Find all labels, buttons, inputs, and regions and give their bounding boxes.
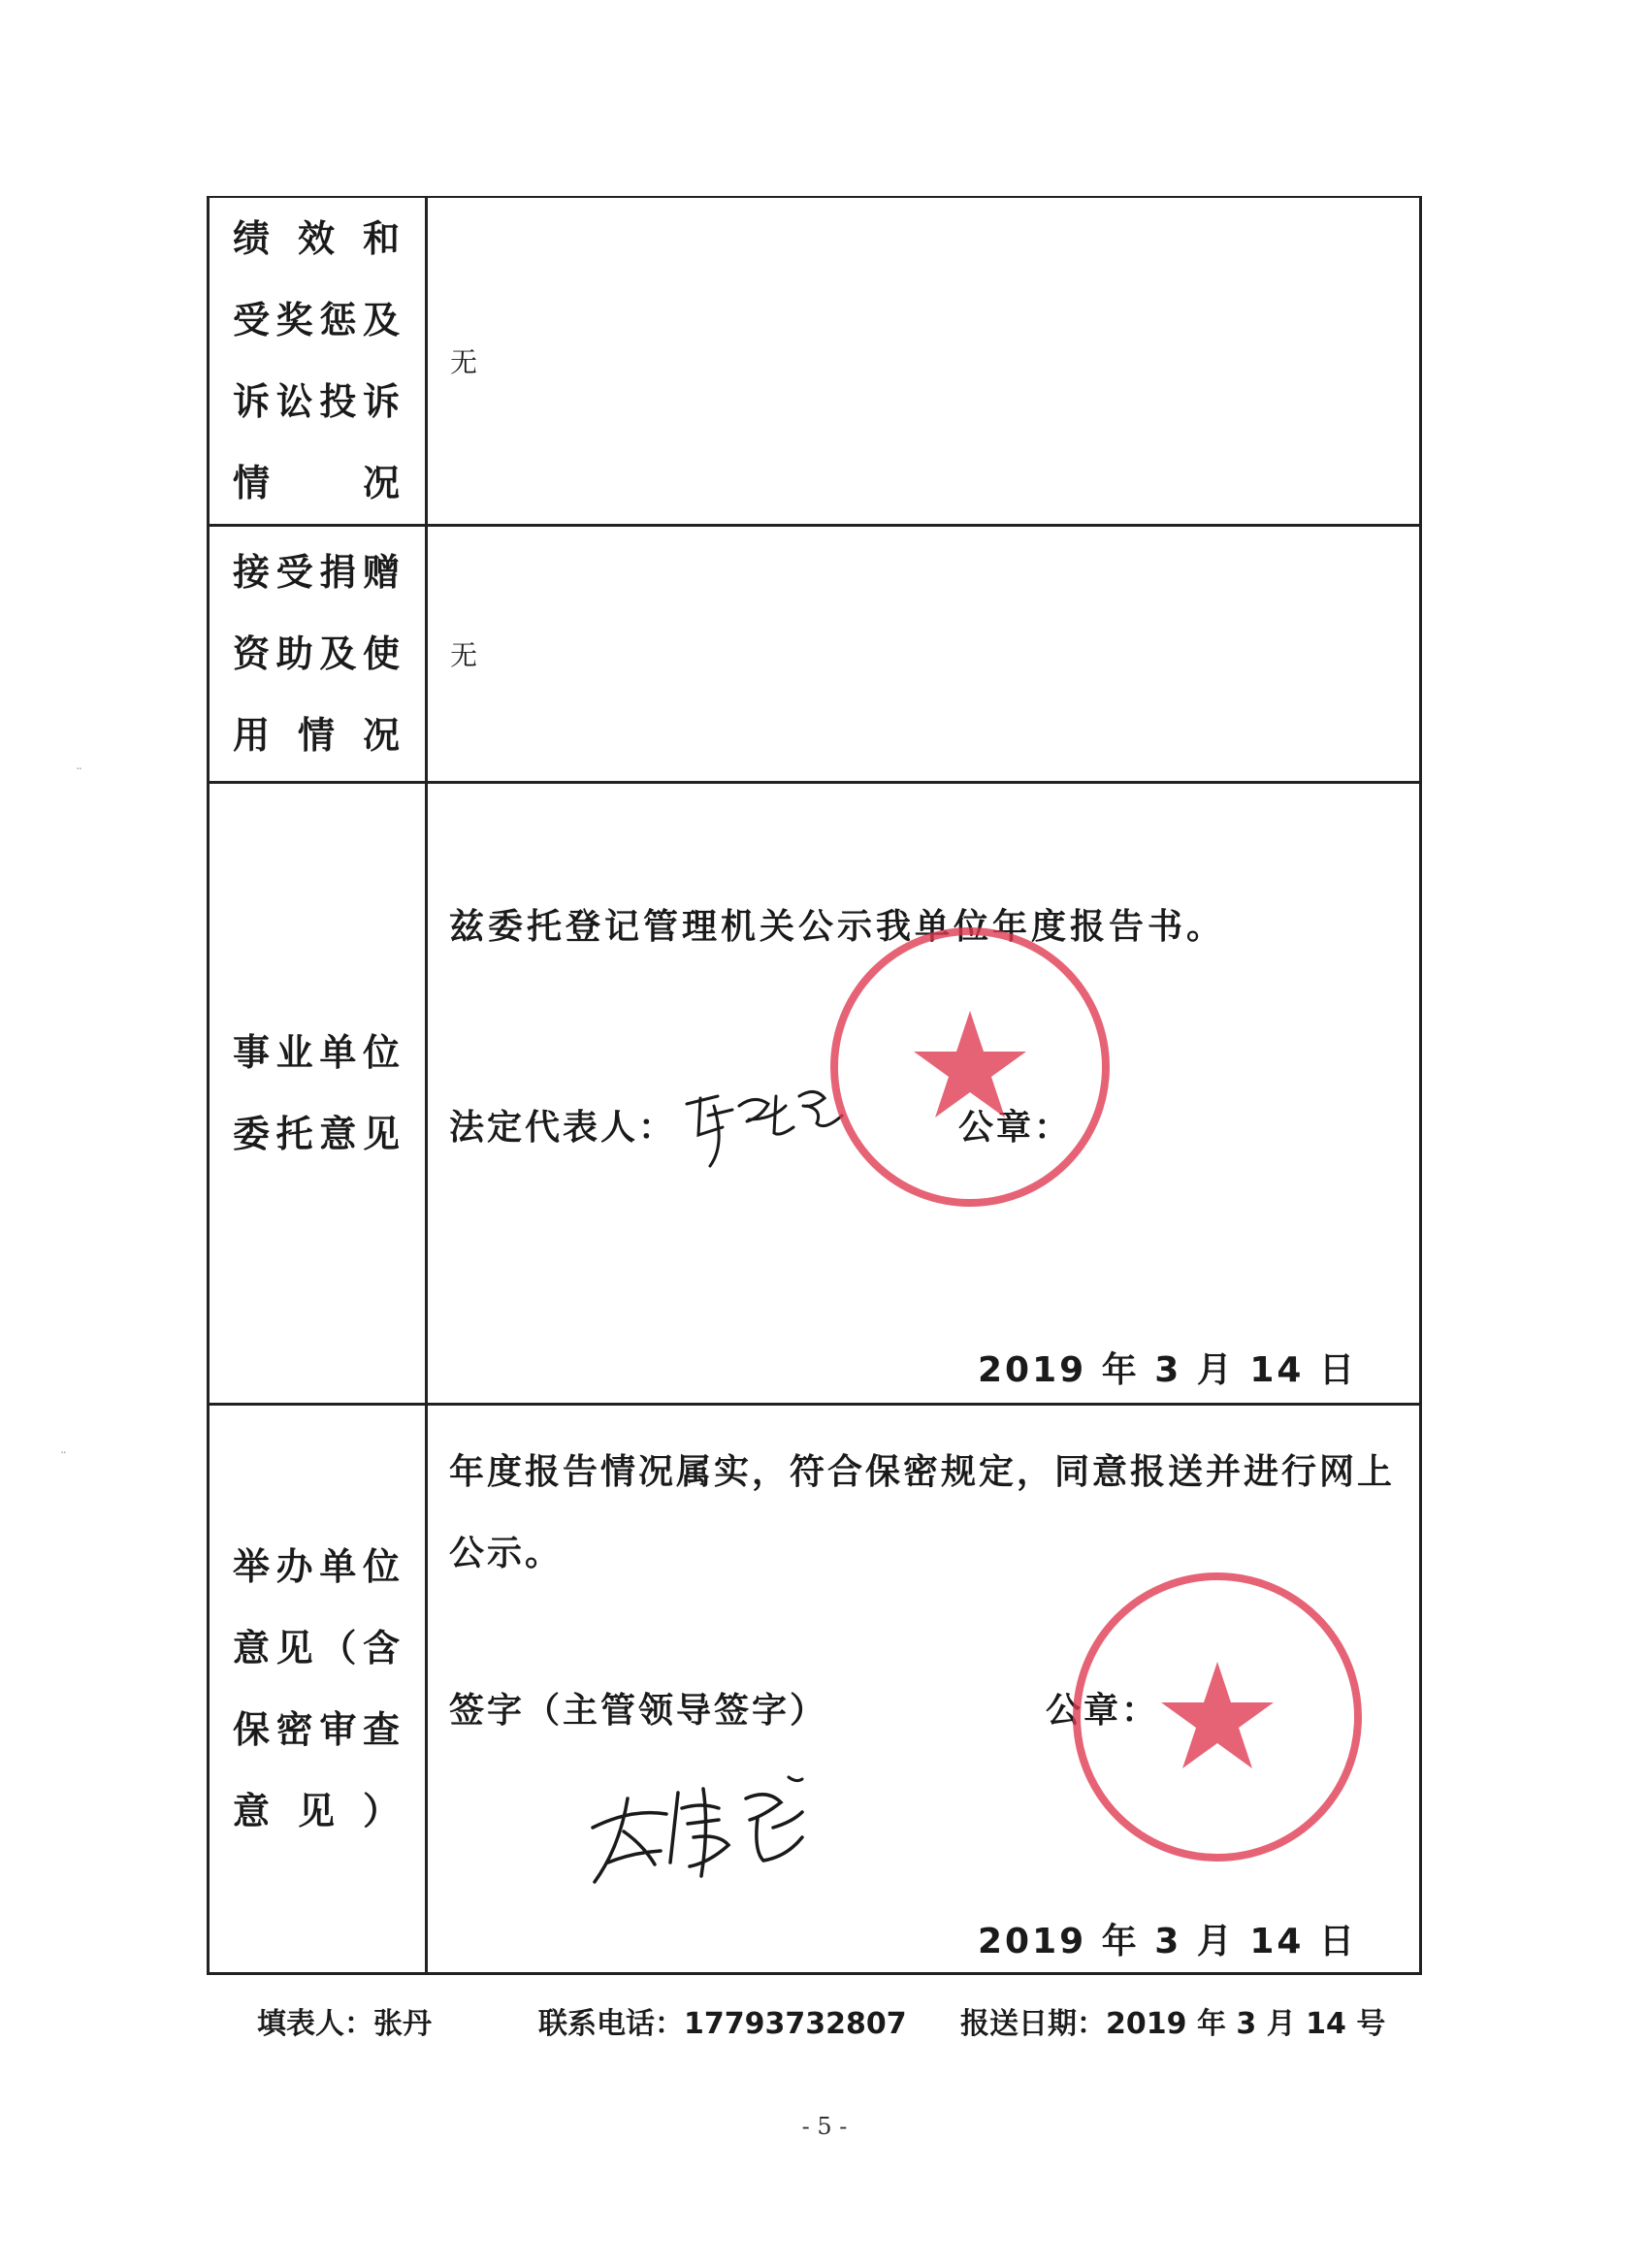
performance-value: 无	[450, 346, 478, 378]
performance-label: 绩 效 和 受 奖 惩 及 诉 讼 投 诉 情 况	[233, 216, 402, 504]
donation-label: 接 受 捐 赠 资 助 及 使 用 情 况	[233, 550, 402, 757]
donation-row	[209, 526, 1421, 783]
sponsor-seal-label: 公章：	[1046, 1690, 1160, 1731]
sponsor-label: 举 办 单 位 意 见 （ 含 保 密 审 查 意 见 ）	[233, 1544, 402, 1832]
entrust-label-cell	[209, 783, 427, 1405]
sponsor-label-cell	[209, 1405, 427, 1974]
legal-representative-label: 法定代表人：	[449, 1107, 677, 1148]
scan-artifact: ¨	[76, 766, 82, 782]
entrust-date: 2019 年 3 月 14 日	[978, 1350, 1358, 1390]
submit-date-info: 报送日期：2019 年 3 月 14 号	[960, 2007, 1386, 2041]
scan-artifact: ¨	[60, 1450, 67, 1466]
footer-info	[257, 1999, 1385, 2042]
donation-value: 无	[450, 639, 478, 671]
entrust-seal-label: 公章：	[958, 1107, 1073, 1148]
entrust-row	[209, 783, 1421, 1405]
leader-signature	[573, 1769, 825, 1895]
phone-info: 联系电话：17793732807	[538, 2007, 907, 2041]
donation-value-cell	[427, 526, 1421, 783]
rescue-station-official-seal	[824, 922, 1116, 1213]
donation-label-cell	[209, 526, 427, 783]
filler-info: 填表人：张丹	[257, 2007, 432, 2041]
sponsor-statement: 年度报告情况属实，符合保密规定，同意报送并进行网上公示。	[449, 1451, 1396, 1573]
page-number: - 5 -	[801, 2113, 848, 2140]
performance-label-cell	[209, 197, 427, 526]
sponsor-date: 2019 年 3 月 14 日	[978, 1922, 1358, 1961]
entrust-label: 事 业 单 位 委 托 意 见	[233, 1030, 402, 1155]
entrust-statement: 兹委托登记管理机关公示我单位年度报告书。	[449, 906, 1226, 947]
civil-affairs-bureau-official-seal	[1067, 1567, 1368, 1867]
performance-row	[209, 197, 1421, 526]
sign-label: 签字（主管领导签字）	[449, 1690, 828, 1731]
performance-value-cell	[427, 197, 1421, 526]
